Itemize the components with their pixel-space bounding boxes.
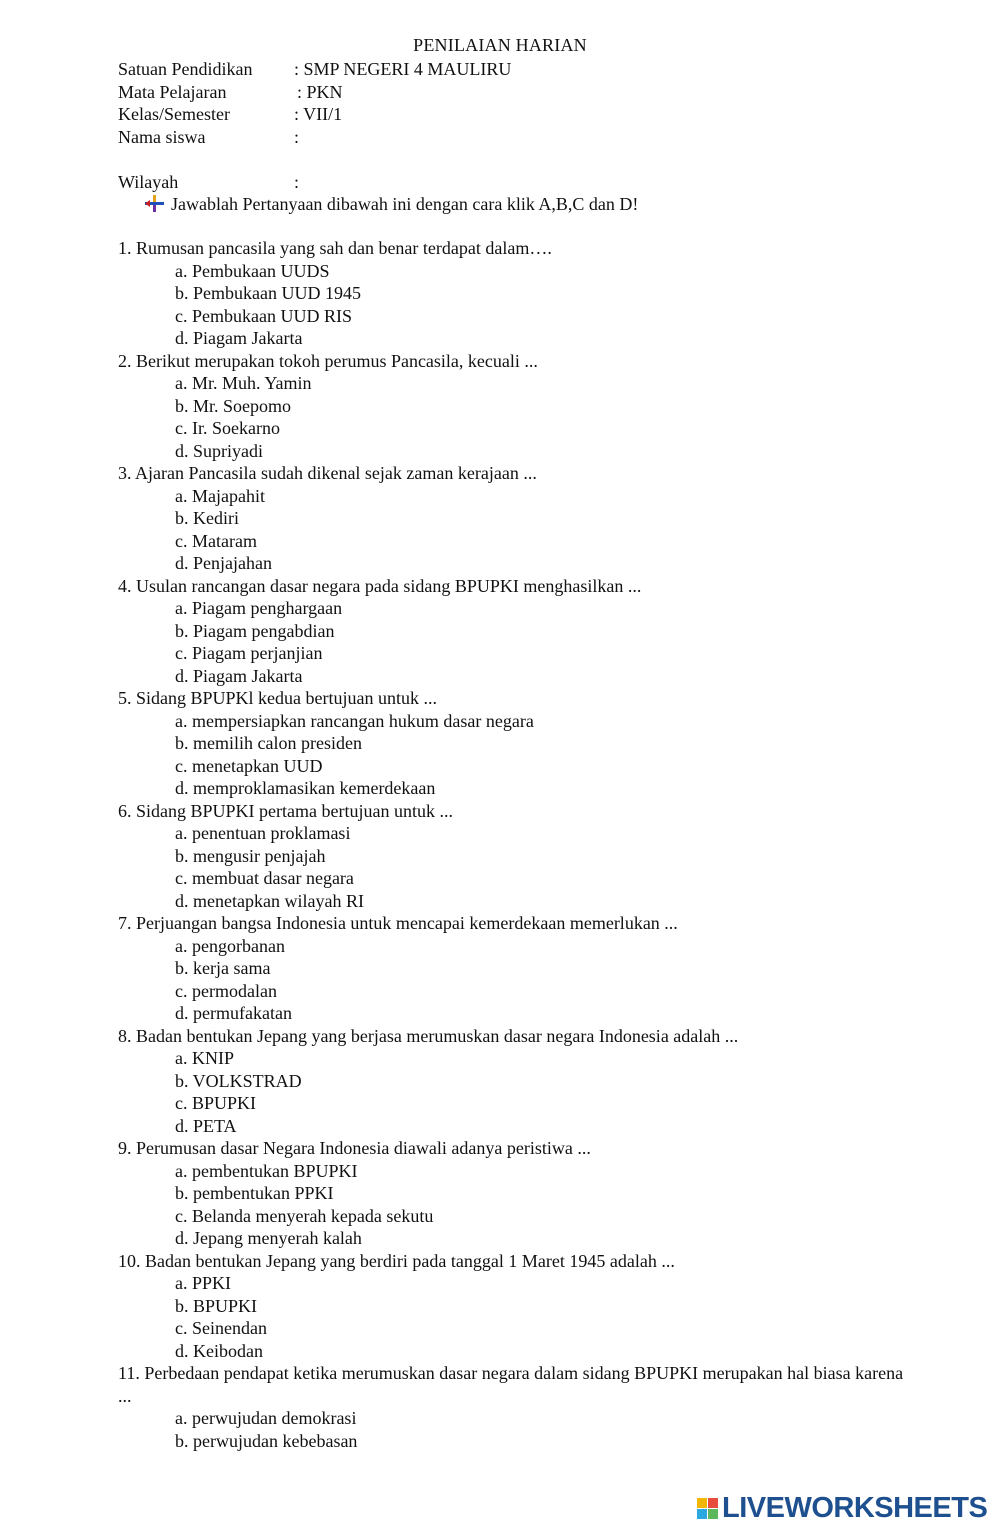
- answer-option[interactable]: c. permodalan: [175, 980, 277, 1001]
- answer-option[interactable]: a. pengorbanan: [175, 935, 285, 956]
- answer-option[interactable]: d. Piagam Jakarta: [175, 665, 303, 686]
- answer-option[interactable]: d. menetapkan wilayah RI: [175, 890, 364, 911]
- answer-option[interactable]: a. perwujudan demokrasi: [175, 1408, 357, 1428]
- answer-option[interactable]: d. Piagam Jakarta: [175, 328, 303, 348]
- page-title: PENILAIAN HARIAN: [413, 35, 587, 55]
- answer-option[interactable]: d. Jepang menyerah kalah: [175, 1228, 362, 1248]
- answer-option[interactable]: d. Supriyadi: [175, 440, 263, 461]
- question-block: [118, 800, 908, 913]
- question-text: 9. Perumusan dasar Negara Indonesia diawali adanya peristiwa ...: [118, 1138, 591, 1158]
- answer-option[interactable]: a. Pembukaan UUDS: [175, 260, 330, 281]
- question-block: [118, 1362, 908, 1452]
- answer-option[interactable]: c. Belanda menyerah kepada sekutu: [175, 1205, 434, 1226]
- answer-option[interactable]: c. Pembukaan UUD RIS: [175, 305, 352, 326]
- answer-option[interactable]: c. menetapkan UUD: [175, 755, 323, 776]
- answer-option[interactable]: b. VOLKSTRAD: [175, 1070, 302, 1091]
- answer-option[interactable]: b. kerja sama: [175, 958, 271, 978]
- answer-option[interactable]: c. Piagam perjanjian: [175, 643, 323, 663]
- answer-option[interactable]: a. PPKI: [175, 1273, 232, 1293]
- question-text: 5. Sidang BPUPKl kedua bertujuan untuk ...: [118, 688, 437, 708]
- instruction-line: [145, 193, 638, 215]
- question-text: 11. Perbedaan pendapat ketika merumuskan dasar negara dalam sidang BPUPKI merupakan hal biasa karena ...: [118, 1363, 904, 1406]
- field-value: : PKN: [297, 82, 343, 102]
- liveworksheets-brand-text: LIVEWORKSHEETS: [722, 1492, 988, 1524]
- question-block: [118, 237, 908, 350]
- field-value: :: [294, 172, 300, 192]
- answer-option[interactable]: b. Piagam pengabdian: [175, 620, 335, 641]
- answer-option[interactable]: d. PETA: [175, 1115, 237, 1136]
- question-text: 10. Badan bentukan Jepang yang berdiri pada tanggal 1 Maret 1945 adalah ...: [118, 1250, 675, 1271]
- answer-option[interactable]: a. Mr. Muh. Yamin: [175, 373, 312, 393]
- answer-option[interactable]: c. BPUPKI: [175, 1093, 257, 1113]
- answer-option[interactable]: c. Ir. Soekarno: [175, 418, 280, 438]
- answer-option[interactable]: d. memproklamasikan kemerdekaan: [175, 778, 436, 798]
- question-text: 8. Badan bentukan Jepang yang berjasa merumuskan dasar negara Indonesia adalah ...: [118, 1025, 739, 1046]
- question-text: 1. Rumusan pancasila yang sah dan benar terdapat dalam….: [118, 238, 552, 258]
- answer-option[interactable]: b. Pembukaan UUD 1945: [175, 283, 361, 303]
- question-text: 3. Ajaran Pancasila sudah dikenal sejak zaman kerajaan ...: [118, 463, 537, 483]
- question-text: 6. Sidang BPUPKI pertama bertujuan untuk ...: [118, 800, 453, 821]
- question-block: [118, 350, 908, 463]
- answer-option[interactable]: a. mempersiapkan rancangan hukum dasar negara: [175, 710, 534, 731]
- field-label: Satuan Pendidikan: [118, 59, 253, 79]
- answer-option[interactable]: b. pembentukan PPKI: [175, 1183, 334, 1203]
- field-label: Nama siswa: [118, 127, 206, 147]
- arrow-bullet-icon: [145, 193, 171, 215]
- field-label: Wilayah: [118, 172, 179, 192]
- answer-option[interactable]: a. penentuan proklamasi: [175, 823, 351, 843]
- question-block: [118, 1250, 908, 1363]
- question-text: 7. Perjuangan bangsa Indonesia untuk mencapai kemerdekaan memerlukan ...: [118, 913, 678, 933]
- question-text: 2. Berikut merupakan tokoh perumus Pancasila, kecuali ...: [118, 350, 538, 371]
- answer-option[interactable]: b. Mr. Soepomo: [175, 395, 292, 416]
- answer-option[interactable]: b. mengusir penjajah: [175, 845, 326, 866]
- answer-option[interactable]: d. Keibodan: [175, 1340, 263, 1361]
- question-block: [118, 687, 908, 800]
- answer-option[interactable]: a. Piagam penghargaan: [175, 598, 343, 618]
- answer-option[interactable]: a. Majapahit: [175, 485, 265, 506]
- field-label: Mata Pelajaran: [118, 82, 227, 102]
- question-block: [118, 462, 908, 575]
- field-value: : VII/1: [294, 104, 343, 124]
- answer-option[interactable]: b. BPUPKI: [175, 1295, 258, 1316]
- question-block: [118, 575, 908, 688]
- liveworksheets-logo: [697, 1493, 987, 1523]
- answer-option[interactable]: a. KNIP: [175, 1048, 234, 1068]
- question-block: [118, 1137, 908, 1250]
- field-value: :: [294, 127, 300, 147]
- question-text: 4. Usulan rancangan dasar negara pada sidang BPUPKI menghasilkan ...: [118, 575, 642, 596]
- field-value: : SMP NEGERI 4 MAULIRU: [294, 59, 512, 79]
- field-label: Kelas/Semester: [118, 104, 230, 124]
- answer-option[interactable]: c. Mataram: [175, 530, 257, 551]
- answer-option[interactable]: b. perwujudan kebebasan: [175, 1430, 358, 1451]
- instruction-text: Jawablah Pertanyaan dibawah ini dengan cara klik A,B,C dan D!: [171, 194, 639, 214]
- liveworksheets-logo-icon: [697, 1496, 719, 1520]
- answer-option[interactable]: c. membuat dasar negara: [175, 868, 354, 888]
- question-list: [118, 237, 908, 1452]
- answer-option[interactable]: a. pembentukan BPUPKI: [175, 1160, 358, 1181]
- question-block: [118, 912, 908, 1025]
- answer-option[interactable]: d. Penjajahan: [175, 553, 272, 573]
- answer-option[interactable]: d. permufakatan: [175, 1003, 292, 1023]
- answer-option[interactable]: b. memilih calon presiden: [175, 733, 362, 753]
- answer-option[interactable]: c. Seinendan: [175, 1318, 267, 1338]
- answer-option[interactable]: b. Kediri: [175, 508, 239, 528]
- question-block: [118, 1025, 908, 1138]
